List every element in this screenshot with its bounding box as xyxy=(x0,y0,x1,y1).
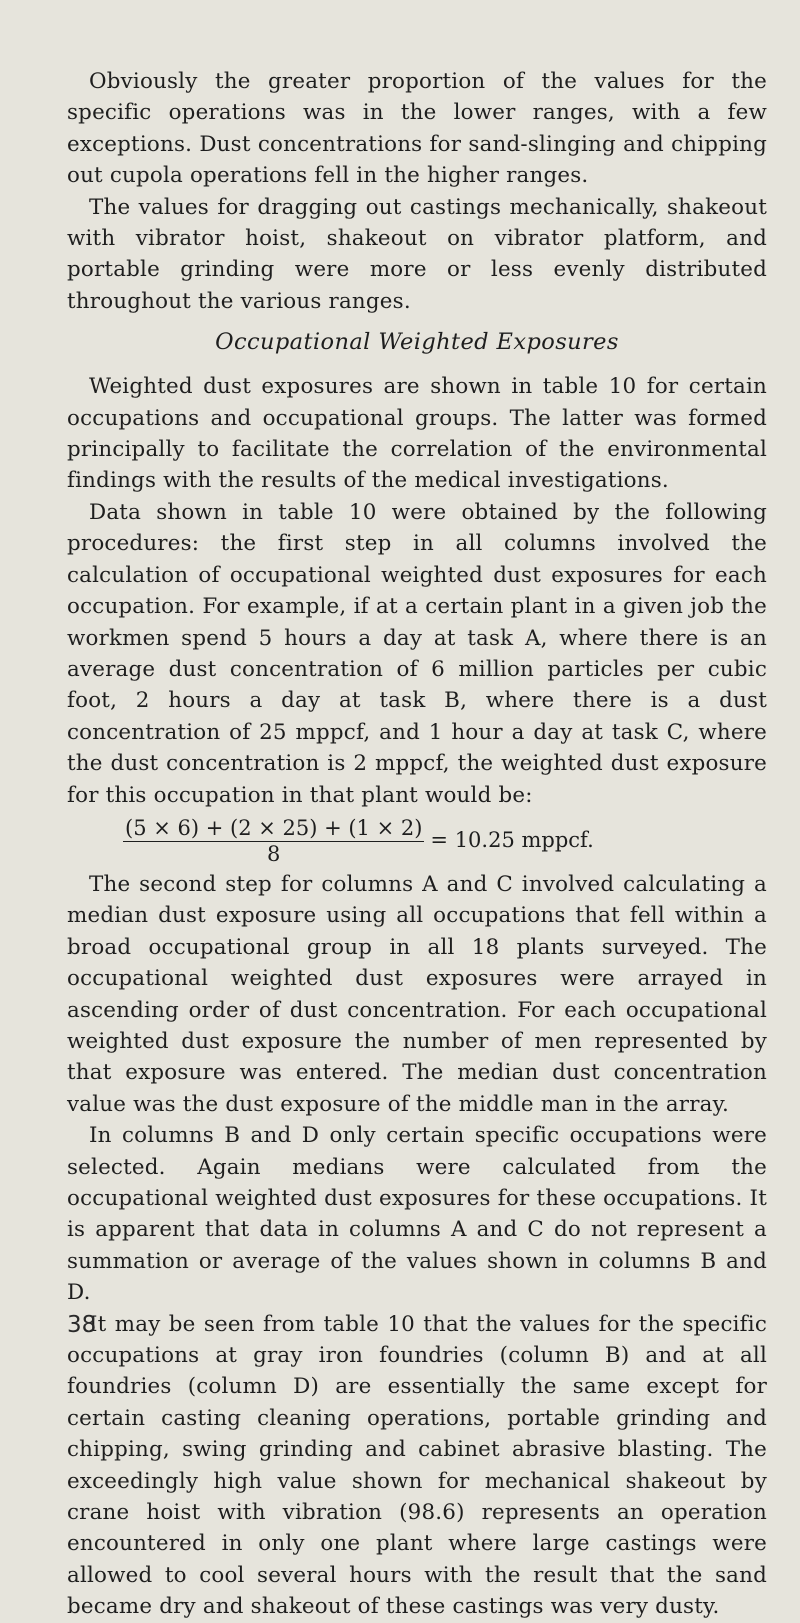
paragraph: Obviously the greater proportion of the values for the specific operations was in the lower ranges, with a few exceptions. Dust concentrations for sand-slinging and chipping out cupola operations fell in the higher ranges. xyxy=(67,69,767,189)
paragraph: In columns B and D only certain specific occupations were selected. Again medians were calculated from the occupational weighted dust exposures for these occupations. It is apparent that data in columns A and C do not represent a summation or average of the values shown in columns B and D. xyxy=(67,1123,767,1306)
formula-fraction xyxy=(123,816,424,866)
paragraph: It may be seen from table 10 that the values for the specific occupations at gray iron foundries (column B) and at all foundries (column D) are essentially the same except for certain casting cleaning operations, portable grinding and chipping, swing grinding and cabinet abrasive blasting. The exceedingly high value shown for mechanical shakeout by crane hoist with vibration (98.6) represents an operation encountered in only one plant where large castings were allowed to cool several hours with the result that the sand became dry and shakeout of these castings was very dusty. xyxy=(67,1311,767,1620)
page-number: 38 xyxy=(67,1312,97,1338)
page-body xyxy=(67,66,767,1623)
formula-denominator: 8 xyxy=(267,841,281,866)
formula-result: = 10.25 mppcf. xyxy=(430,827,594,852)
paragraph: Data shown in table 10 were obtained by the following procedures: the first step in all columns involved the calculation of occupational weighted dust exposures for each occupation. For example, if at a certain plant in a given job the workmen spend 5 hours a day at task A, where there is an average dust concentration of 6 million particles per cubic foot, 2 hours a day at task B, where there is a dust concentration of 25 mppcf, and 1 hour a day at task C, where the dust concentration is 2 mppcf, the weighted dust exposure for this occupation in that plant would be: xyxy=(67,499,767,808)
paragraph: The second step for columns A and C involved calculating a median dust exposure using all occupations that fell within a broad occupational group in all 18 plants surveyed. The occupational weighted dust exposures were arrayed in ascending order of dust concentration. For each occupational weighted dust exposure the number of men represented by that exposure was entered. The median dust concentration value was the dust exposure of the middle man in the array. xyxy=(67,871,767,1117)
paragraph: Weighted dust exposures are shown in table 10 for certain occupations and occupational groups. The latter was formed principally to facilitate the correlation of the environmental findings with the results of the medical investigations. xyxy=(67,374,767,494)
formula-numerator: (5 × 6) + (2 × 25) + (1 × 2) xyxy=(125,815,423,840)
weighted-exposure-formula xyxy=(123,815,767,867)
paragraph: The values for dragging out castings mechanically, shakeout with vibrator hoist, shakeout on vibrator platform, and portable grinding were more or less evenly distributed throughout the various ranges. xyxy=(67,194,767,314)
section-heading: Occupational Weighted Exposures xyxy=(215,329,619,356)
